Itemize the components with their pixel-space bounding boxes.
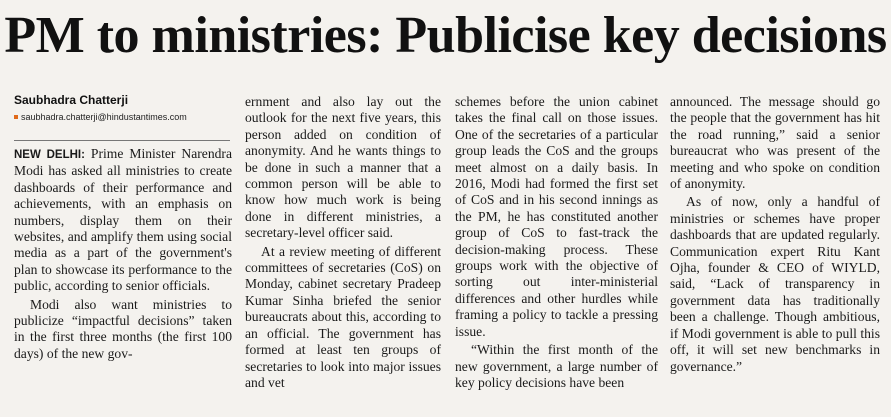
column-1-paragraph-1 bbox=[14, 146, 232, 295]
column-2-paragraph-2: At a review meeting of different committees of secretaries (CoS) on Monday, cabinet secretary Pradeep Kumar Sinha briefed the senior bureaucrats about this, according to an official. The government has formed at least ten groups of secretaries to look into major issues and vet bbox=[245, 243, 441, 390]
author-email-row bbox=[14, 111, 224, 123]
byline-divider bbox=[14, 140, 230, 141]
author-name: Saubhadra Chatterji bbox=[14, 93, 129, 107]
column-3-paragraph-2: “Within the first month of the new government, a large number of key policy decisions have been bbox=[455, 342, 658, 390]
article-column-3 bbox=[455, 94, 658, 391]
headline: PM to ministries: Publicise key decisions bbox=[4, 7, 887, 64]
column-3-paragraph-1: schemes before the union cabinet takes the final call on those issues. One of the secretaries of a particular group leads the CoS and the groups meet almost on a daily basis. In 2016, Modi had formed the first set of CoS and in his second innings as the PM, he has constituted another group of CoS to fast-track the decision-making process. These groups work with the objective of sorting out inter-ministerial differences and other hurdles while framing a policy to tackle a pressing issue. bbox=[455, 94, 658, 339]
dateline: NEW DELHI: bbox=[14, 149, 85, 161]
paragraph-text: Prime Minister Narendra Modi has asked all ministries to create dashboards of their performance and achievements, with an emphasis on numbers, display them on their websites, and amplify them using social media as a part of the government's plan to showcase its performance to the public, according to senior officials. bbox=[14, 146, 232, 294]
author-email[interactable]: saubhadra.chatterji@hindustantimes.com bbox=[21, 112, 187, 122]
article-column-4 bbox=[670, 94, 880, 375]
column-4-paragraph-1: announced. The message should go the people that the government has hit the road running,” said a senior bureaucrat who was present of the meeting and who spoke on condition of anonymity. bbox=[670, 94, 880, 192]
column-4-paragraph-2: As of now, only a handful of ministries or schemes have proper dashboards that are updated regularly. Communication expert Ritu Kant Ojha, founder & CEO of WIYLD, said, “Lack of transparency in government data has traditionally been a challenge. Though ambitious, if Modi government is able to pull this off, it will set new benchmarks in governance.” bbox=[670, 194, 880, 374]
column-2-paragraph-1: ernment and also lay out the outlook for the next five years, this person added on condition of anonymity. And he wants things to be done in such a manner that a common person will be able to know how much work is being done in different ministries, a secretary-level officer said. bbox=[245, 94, 441, 241]
email-bullet-icon bbox=[14, 115, 18, 119]
article-column-2 bbox=[245, 94, 441, 391]
byline bbox=[14, 92, 224, 123]
article-column-1 bbox=[14, 146, 232, 362]
column-1-paragraph-2: Modi also want ministries to publicize “impactful decisions” taken in the first three months (the first 100 days) of the new gov- bbox=[14, 296, 232, 361]
